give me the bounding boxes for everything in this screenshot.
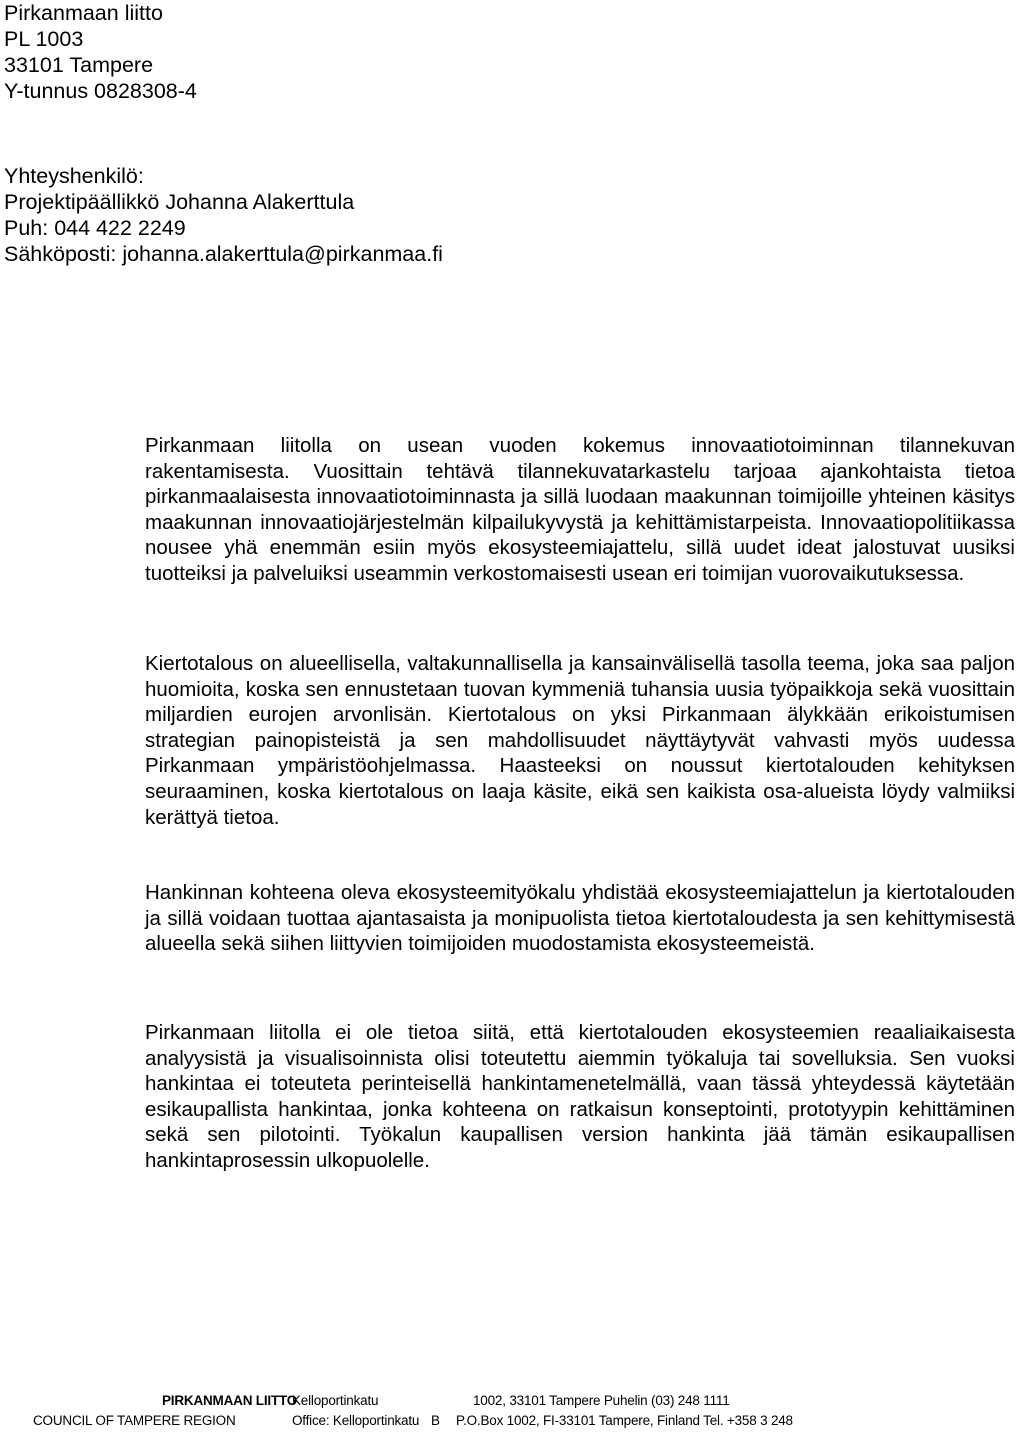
organization-name: Pirkanmaan liitto <box>4 1 163 25</box>
contact-person-block <box>4 163 443 267</box>
paragraph-circular-economy: Kiertotalous on alueellisella, valtakunnallisella ja kansainvälisellä tasolla teema, joka saa paljon huomioita, koska sen ennustetaan tuovan kymmeniä tuhansia uusia työpaikkoja sekä vuosittain miljardien eurojen arvonlisän. Kiertotalous on yksi Pirkanmaan älykkään erikoistumisen strategian painopisteistä ja sen mahdollisuudet näyttäytyvät vahvasti myös uudessa Pirkanmaan ympäristöohjelmassa. Haasteeksi on noussut kiertotalouden kehityksen seuraaminen, koska kiertotalous on laaja käsite, eikä sen kaikista osa-alueista löydy valmiiksi kerättyä tietoa. <box>145 652 1015 829</box>
footer-contact-fi: 1002, 33101 Tampere Puhelin (03) 248 1111 <box>473 1393 730 1408</box>
po-box: PL 1003 <box>4 27 84 51</box>
paragraph-pre-commercial-procurement: Pirkanmaan liitolla ei ole tietoa siitä, että kiertotalouden ekosysteemien reaaliaikaisesta analyysistä ja visualisoinnista olisi toteutettu aiemmin työkaluja tai sovelluksia. Sen vuoksi hankintaa ei toteuteta perinteisellä hankintamenetelmällä, vaan tässä yhteydessä käytetään esikaupallista hankintaa, jonka kohteena on ratkaisun konseptointi, prototyypin kehittäminen sekä sen pilotointi. Työkalun kaupallisen version hankinta jää tämän esikaupallisen hankintaprosessin ulkopuolelle. <box>145 1021 1015 1172</box>
sender-address <box>4 0 197 104</box>
footer-office-en: Office: Kelloportinkatu <box>292 1413 420 1428</box>
footer-org-en: COUNCIL OF TAMPERE REGION <box>33 1413 236 1428</box>
footer-building-en: B <box>431 1413 440 1428</box>
contact-heading: Yhteyshenkilö: <box>4 164 144 188</box>
paragraph-ecosystem-tool: Hankinnan kohteena oleva ekosysteemityökalu yhdistää ekosysteemiajattelun ja kiertotalouden ja sillä voidaan tuottaa ajantasaista ja monipuolista tietoa kiertotaloudesta ja sen kehittymisestä alueella sekä siihen liittyvien toimijoiden muodostamista ekosysteemeistä. <box>145 881 1015 956</box>
contact-person: Projektipäällikkö Johanna Alakerttula <box>4 190 355 214</box>
postal-address: 33101 Tampere <box>4 53 154 77</box>
footer-street-fi: Kelloportinkatu <box>292 1393 379 1408</box>
business-id: Y-tunnus 0828308-4 <box>4 79 197 103</box>
contact-email: Sähköposti: johanna.alakerttula@pirkanmaa.fi <box>4 242 443 266</box>
paragraph-innovation: Pirkanmaan liitolla on usean vuoden kokemus innovaatiotoiminnan tilannekuvan rakentamisesta. Vuosittain tehtävä tilannekuvatarkastelu tarjoaa ajankohtaista tietoa pirkanmaalaisesta innovaatiotoiminnasta ja sillä luodaan maakunnan toimijoille yhteinen käsitys maakunnan innovaatiojärjestelmän kilpailukyvystä ja kehittämistarpeista. Innovaatiopolitiikassa nousee yhä enemmän esiin myös ekosysteemiajattelu, sillä uudet ideat jalostuvat uusiksi tuotteiksi ja palveluiksi useammin verkostomaisesti usean eri toimijan vuorovaikutuksessa. <box>145 434 1015 585</box>
footer-contact-en: P.O.Box 1002, FI-33101 Tampere, Finland Tel. +358 3 248 <box>456 1413 793 1428</box>
footer-org-fi: PIRKANMAAN LIITTO <box>162 1393 298 1408</box>
contact-phone: Puh: 044 422 2249 <box>4 216 186 240</box>
